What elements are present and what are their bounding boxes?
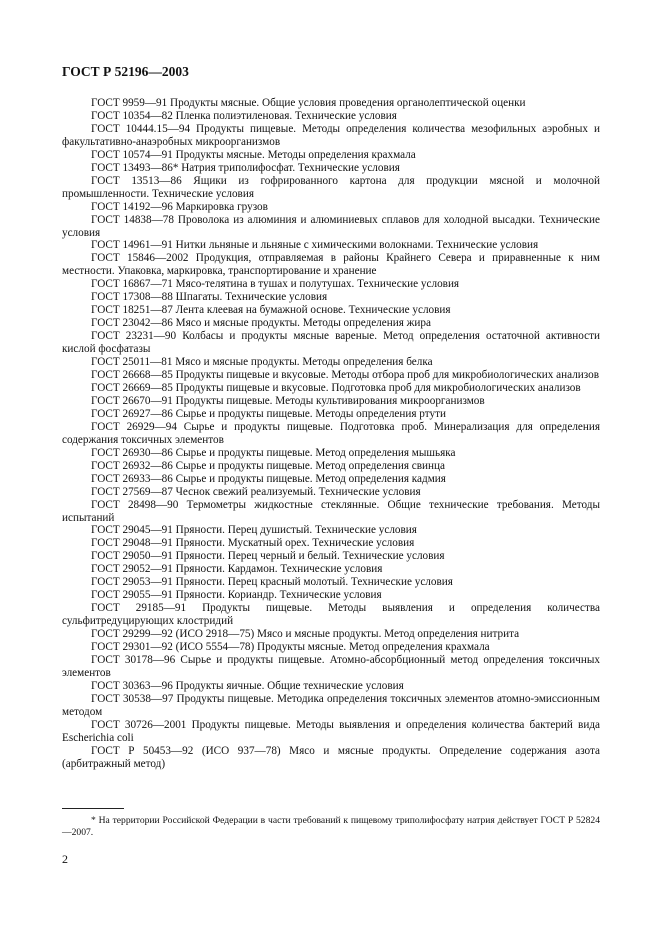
reference-item: ГОСТ 18251—87 Лента клеевая на бумажной основе. Технические условия: [91, 304, 451, 317]
reference-item: ГОСТ 29053—91 Пряности. Перец красный молотый. Технические условия: [91, 576, 453, 589]
reference-item: ГОСТ 26930—86 Сырье и продукты пищевые. Метод определения мышьяка: [91, 446, 456, 459]
reference-item: ГОСТ 26670—91 Продукты пищевые. Методы культивирования микроорганизмов: [91, 394, 485, 407]
reference-item: ГОСТ 14192—96 Маркировка грузов: [91, 200, 268, 213]
reference-item: ГОСТ 29301—92 (ИСО 5554—78) Продукты мясные. Метод определения крахмала: [91, 641, 490, 654]
reference-item: ГОСТ 29055—91 Пряности. Кориандр. Технические условия: [91, 589, 382, 602]
reference-item: ГОСТ 23042—86 Мясо и мясные продукты. Методы определения жира: [91, 317, 431, 330]
reference-item: ГОСТ 29185—91 Продукты пищевые. Методы выявления и определения количества сульфитредуцирующих клостридий: [62, 602, 600, 628]
reference-item: ГОСТ 10354—82 Пленка полиэтиленовая. Технические условия: [91, 109, 397, 122]
reference-item: ГОСТ 26669—85 Продукты пищевые и вкусовые. Подготовка проб для микробиологических анализов: [91, 381, 581, 394]
footnote: * На территории Российской Федерации в части требований к пищевому триполифосфату натрия действует ГОСТ Р 52824—2007.: [62, 815, 600, 838]
reference-item: ГОСТ 26929—94 Сырье и продукты пищевые. Подготовка проб. Минерализация для определения содержания токсичных элементов: [62, 420, 600, 446]
reference-item: ГОСТ 13513—86 Ящики из гофрированного картона для продукции мясной и молочной промышленности. Технические условия: [62, 174, 600, 200]
reference-item: ГОСТ 10444.15—94 Продукты пищевые. Методы определения количества мезофильных аэробных и факультативно-анаэробных микроорганизмов: [62, 122, 600, 148]
footnote-divider: [62, 808, 124, 809]
reference-item: ГОСТ 26927—86 Сырье и продукты пищевые. Методы определения ртути: [91, 407, 446, 420]
reference-item: ГОСТ 10574—91 Продукты мясные. Методы определения крахмала: [91, 148, 416, 161]
document-header: ГОСТ Р 52196—2003: [62, 64, 189, 79]
reference-item: ГОСТ 29299—92 (ИСО 2918—75) Мясо и мясные продукты. Метод определения нитрита: [91, 628, 520, 641]
reference-item: ГОСТ 30726—2001 Продукты пищевые. Методы выявления и определения количества бактерий вида Escherichia coli: [62, 718, 600, 744]
reference-item: ГОСТ 17308—88 Шпагаты. Технические условия: [91, 291, 328, 304]
reference-item: ГОСТ 29045—91 Пряности. Перец душистый. Технические условия: [91, 524, 417, 537]
reference-item: ГОСТ 26668—85 Продукты пищевые и вкусовые. Методы отбора проб для микробиологических анализов: [91, 369, 600, 382]
reference-item: ГОСТ 30363—96 Продукты яичные. Общие технические условия: [91, 679, 404, 692]
reference-item: ГОСТ 30538—97 Продукты пищевые. Методика определения токсичных элементов атомно-эмиссионным методом: [62, 692, 600, 718]
reference-item: ГОСТ 26933—86 Сырье и продукты пищевые. Метод определения кадмия: [91, 472, 446, 485]
reference-item: ГОСТ 16867—71 Мясо-телятина в тушах и полутушах. Технические условия: [91, 278, 460, 291]
page-number: 2: [62, 852, 68, 866]
references-list: [62, 97, 600, 771]
reference-item: ГОСТ 23231—90 Колбасы и продукты мясные вареные. Метод определения остаточной активности кислой фосфатазы: [62, 330, 600, 356]
reference-item: ГОСТ 9959—91 Продукты мясные. Общие условия проведения органолептической оценки: [91, 97, 526, 109]
reference-item: ГОСТ 13493—86* Натрия триполифосфат. Технические условия: [91, 161, 400, 174]
reference-item: ГОСТ 25011—81 Мясо и мясные продукты. Методы определения белка: [91, 356, 433, 369]
reference-item: ГОСТ 27569—87 Чеснок свежий реализуемый. Технические условия: [91, 485, 421, 498]
reference-item: ГОСТ 15846—2002 Продукция, отправляемая в районы Крайнего Севера и приравненные к ним местности. Упаковка, маркировка, транспортирование и хранение: [62, 252, 600, 278]
reference-item: ГОСТ 29050—91 Пряности. Перец черный и белый. Технические условия: [91, 550, 445, 563]
reference-item: ГОСТ 14961—91 Нитки льняные и льняные с химическими волокнами. Технические условия: [91, 239, 539, 252]
reference-item: ГОСТ Р 50453—92 (ИСО 937—78) Мясо и мясные продукты. Определение содержания азота (арбитражный метод): [62, 744, 600, 770]
reference-item: ГОСТ 29048—91 Пряности. Мускатный орех. Технические условия: [91, 537, 415, 550]
reference-item: ГОСТ 29052—91 Пряности. Кардамон. Технические условия: [91, 563, 383, 576]
reference-item: ГОСТ 28498—90 Термометры жидкостные стеклянные. Общие технические требования. Методы испытаний: [62, 498, 600, 524]
reference-item: ГОСТ 14838—78 Проволока из алюминия и алюминиевых сплавов для холодной высадки. Технические условия: [62, 213, 600, 239]
reference-item: ГОСТ 26932—86 Сырье и продукты пищевые. Метод определения свинца: [91, 459, 445, 472]
reference-item: ГОСТ 30178—96 Сырье и продукты пищевые. Атомно-абсорбционный метод определения токсичных элементов: [62, 653, 600, 679]
